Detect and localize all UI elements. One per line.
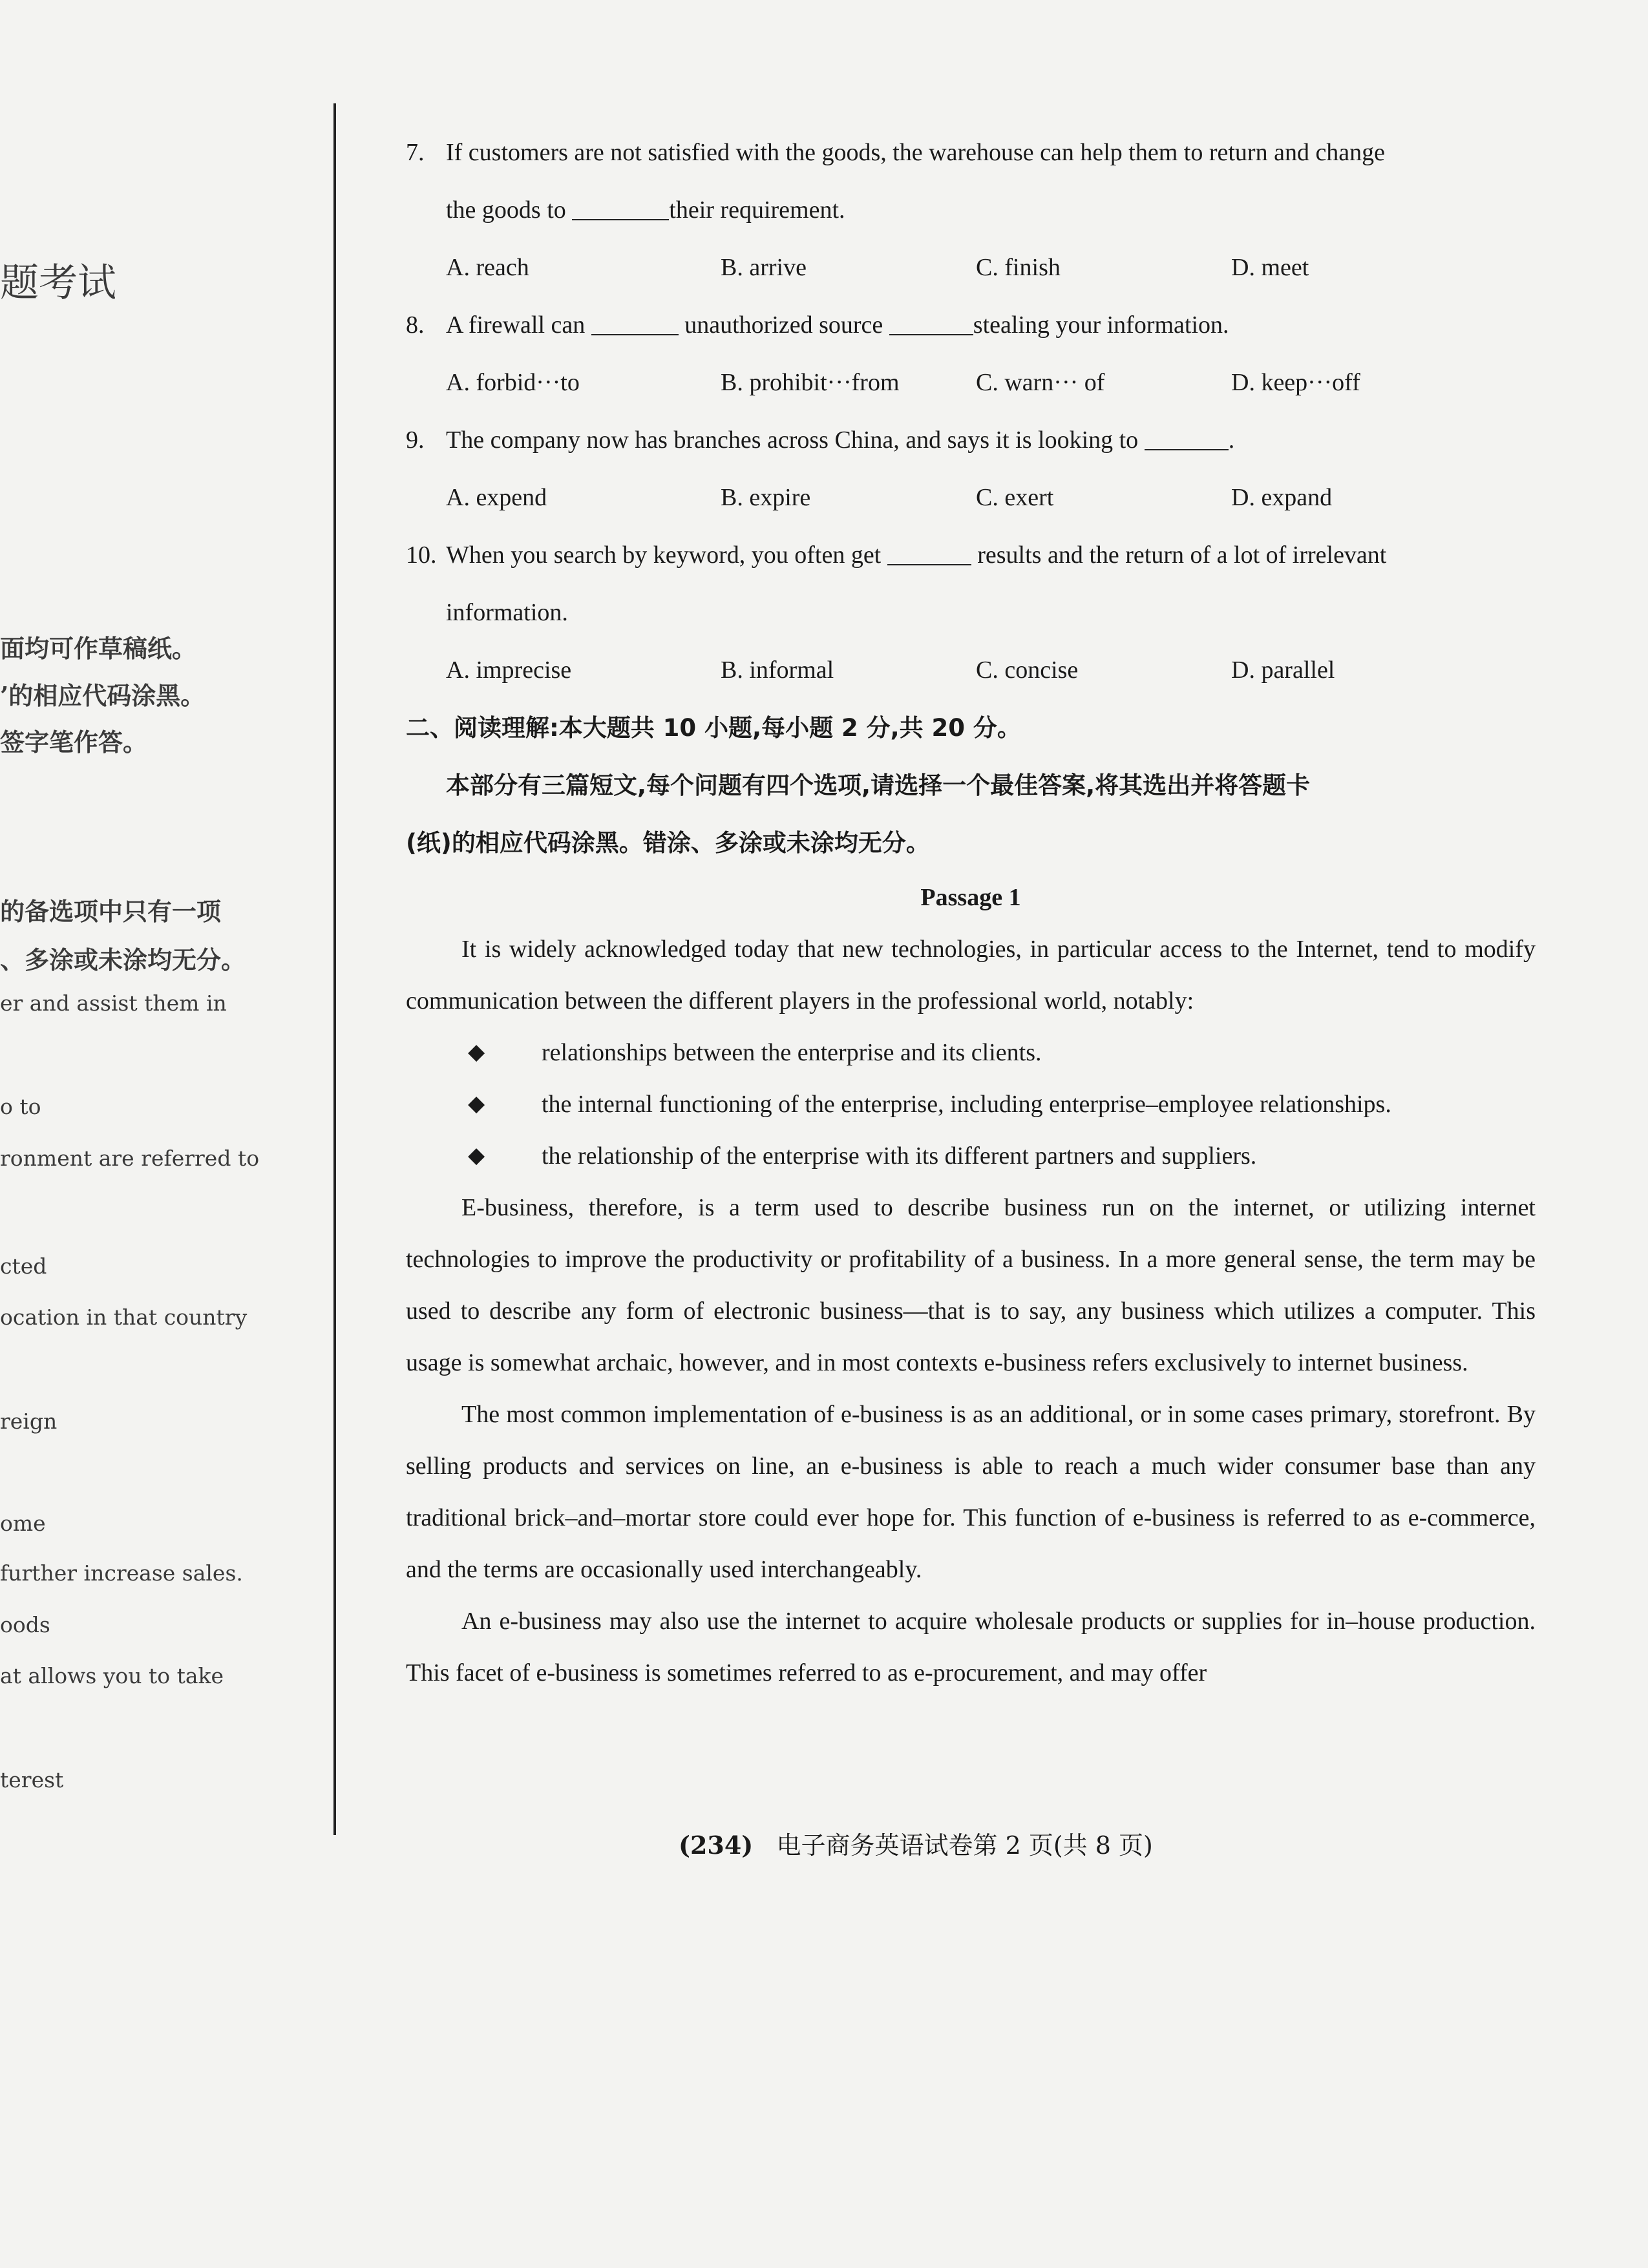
left-fragment: 签字笔作答。 (0, 728, 148, 757)
question-text: results and the return of a lot of irrelevant (971, 541, 1387, 569)
answer-blank (591, 311, 679, 335)
left-fragment: further increase sales. (0, 1560, 243, 1586)
question-number: 7. (406, 139, 425, 166)
left-fragment: 的备选项中只有一项 (0, 897, 222, 926)
passage-title: Passage 1 (920, 884, 1021, 911)
question-text: stealing your information. (973, 311, 1229, 339)
option-a: A. reach (446, 254, 529, 281)
left-fragment: o to (0, 1094, 41, 1119)
left-fragment: ome (0, 1511, 46, 1536)
bullet-item (406, 1130, 1536, 1182)
bullet-item (406, 1027, 1536, 1078)
section-2-title: 二、阅读理解:本大题共 10 小题,每小题 2 分,共 20 分。 (406, 714, 1021, 742)
left-fragment: cted (0, 1254, 47, 1279)
options-row (406, 642, 1536, 699)
answer-blank (889, 311, 973, 335)
question-9 (406, 412, 1536, 527)
left-fragment: er and assist them in (0, 991, 227, 1016)
option-c: C. concise (976, 656, 1079, 684)
diamond-bullet-icon: ◆ (468, 1092, 485, 1116)
question-text: . (1228, 426, 1235, 454)
diamond-bullet-icon: ◆ (468, 1040, 485, 1064)
page-footer (679, 1825, 1153, 1861)
question-text: the goods to (446, 196, 573, 224)
option-d: D. parallel (1231, 656, 1335, 684)
left-fragment: ronment are referred to (0, 1146, 260, 1171)
question-text: A firewall can (446, 311, 591, 339)
option-d: D. meet (1231, 254, 1309, 281)
section-2-instructions-cont: (纸)的相应代码涂黑。错涂、多涂或未涂均无分。 (406, 829, 930, 857)
option-c: C. finish (976, 254, 1061, 281)
passage-paragraph: It is widely acknowledged today that new technologies, in particular access to the Internet, tend to modify communication between the different players in the professional world, notably: (406, 936, 1536, 1014)
option-c: C. exert (976, 484, 1054, 511)
answer-blank (572, 196, 669, 220)
bullet-item (406, 1078, 1536, 1130)
question-text: If customers are not satisfied with the goods, the warehouse can help them to return and change (446, 139, 1386, 166)
page-info: 电子商务英语试卷第 2 页(共 8 页) (776, 1831, 1153, 1860)
options-row (406, 354, 1536, 412)
option-d: D. expand (1231, 484, 1333, 511)
question-text: When you search by keyword, you often get (446, 541, 887, 569)
option-b: B. arrive (721, 254, 807, 281)
left-fragment: reign (0, 1409, 58, 1434)
question-text: their requirement. (669, 196, 845, 224)
passage-paragraph: An e-business may also use the internet to acquire wholesale products or supplies for in–house production. This facet of e-business is sometimes referred to as e-procurement, and may offer (406, 1608, 1536, 1686)
options-row (406, 469, 1536, 527)
diamond-bullet-icon: ◆ (468, 1144, 485, 1168)
left-fragment: ocation in that country (0, 1305, 248, 1330)
bullet-text: the internal functioning of the enterprise, including enterprise–employee relationships. (542, 1091, 1391, 1118)
bullet-text: the relationship of the enterprise with its different partners and suppliers. (542, 1142, 1257, 1170)
option-a: A. forbid···to (446, 369, 580, 396)
left-fragment: oods (0, 1612, 50, 1637)
left-fragment: 面均可作草稿纸。 (0, 634, 197, 663)
main-column (406, 124, 1536, 1699)
option-b: B. prohibit···from (721, 369, 900, 396)
question-8 (406, 297, 1536, 412)
option-a: A. imprecise (446, 656, 572, 684)
answer-blank (1145, 426, 1229, 450)
question-text: unauthorized source (678, 311, 889, 339)
passage-paragraph: E-business, therefore, is a term used to describe business run on the internet, or utilizing internet technologies to improve the productivity or profitability of a business. In a more general sense, the term may be used to describe any form of electronic business—that is to say, any business which utilizes a computer. This usage is somewhat archaic, however, and in most contexts e-business refers exclusively to internet business. (406, 1194, 1536, 1376)
option-b: B. expire (721, 484, 811, 511)
option-c: C. warn··· of (976, 369, 1105, 396)
option-b: B. informal (721, 656, 834, 684)
left-fragment: 、多涂或未涂均无分。 (0, 945, 246, 974)
question-number: 10. (406, 541, 437, 569)
question-number: 8. (406, 311, 425, 339)
passage-paragraph: The most common implementation of e-business is as an additional, or in some cases primary, storefront. By selling products and services on line, an e-business is able to reach a much wider consumer base than any traditional brick–and–mortar store could ever hope for. This function of e-business is referred to as e-commerce, and the terms are occasionally used interchangeably. (406, 1401, 1536, 1583)
left-fragment: at allows you to take (0, 1663, 224, 1688)
question-text: information. (446, 599, 568, 626)
left-fragment: ’的相应代码涂黑。 (0, 681, 206, 710)
answer-blank (887, 541, 971, 565)
question-number: 9. (406, 426, 425, 454)
option-a: A. expend (446, 484, 547, 511)
left-fragment: 题考试 (0, 260, 116, 306)
question-7 (406, 124, 1536, 297)
options-row (406, 239, 1536, 297)
left-page-bleed (0, 97, 326, 1842)
question-text: The company now has branches across China, and says it is looking to (446, 426, 1145, 454)
bullet-text: relationships between the enterprise and its clients. (542, 1039, 1042, 1066)
section-2-instructions: 本部分有三篇短文,每个问题有四个选项,请选择一个最佳答案,将其选出并将答题卡 (446, 772, 1311, 799)
left-fragment: terest (0, 1767, 64, 1792)
page-code: (234) (679, 1831, 754, 1860)
question-10 (406, 527, 1536, 699)
page-binding-divider (333, 103, 336, 1835)
option-d: D. keep···off (1231, 369, 1360, 396)
